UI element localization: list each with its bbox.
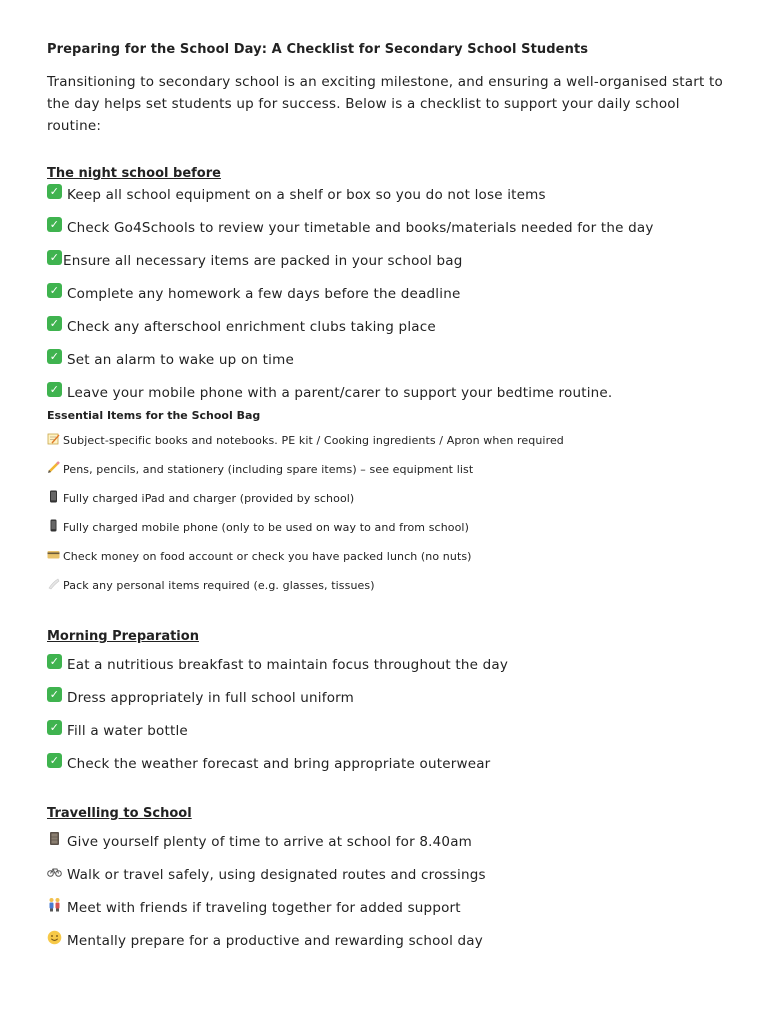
list-item: ✓ Fill a water bottle (47, 723, 737, 756)
list-item: ✓ Check the weather forecast and bring appropriate outerwear (47, 756, 737, 789)
morning-list (47, 657, 737, 789)
pencil-icon (47, 461, 60, 474)
hourglass-icon (47, 831, 62, 846)
list-item: Mentally prepare for a productive and rewarding school day (47, 933, 737, 966)
credit-card-icon (47, 548, 60, 561)
list-item: ✓ Check any afterschool enrichment clubs taking place (47, 319, 737, 352)
list-item: Fully charged mobile phone (only to be used on way to and from school) (47, 521, 737, 550)
list-item: ✓ Check Go4Schools to review your timetable and books/materials needed for the day (47, 220, 737, 253)
list-item: Pens, pencils, and stationery (including spare items) – see equipment list (47, 463, 737, 492)
tablet-icon (47, 490, 60, 503)
night-before-list (47, 187, 737, 409)
list-item: ✓ Complete any homework a few days before the deadline (47, 286, 737, 319)
check-mark-icon: ✓ (47, 687, 62, 702)
list-item: ✓ Eat a nutritious breakfast to maintain focus throughout the day (47, 657, 737, 690)
check-mark-icon: ✓ (47, 654, 62, 669)
school-bag-list (47, 434, 737, 608)
intro-paragraph: Transitioning to secondary school is an exciting milestone, and ensuring a well-organised start to the day helps set students up for success. Below is a checklist to support your daily school routine: (47, 74, 723, 134)
document-page (47, 42, 737, 966)
check-mark-icon: ✓ (47, 382, 62, 397)
list-item: Meet with friends if traveling together for added support (47, 900, 737, 933)
school-bag-heading: Essential Items for the School Bag (47, 409, 261, 422)
check-mark-icon: ✓ (47, 184, 62, 199)
check-mark-icon: ✓ (47, 753, 62, 768)
list-item: ✓ Set an alarm to wake up on time (47, 352, 737, 385)
morning-preparation-heading: Morning Preparation (47, 629, 199, 644)
list-item: Fully charged iPad and charger (provided by school) (47, 492, 737, 521)
document-title: Preparing for the School Day: A Checklist for Secondary School Students (47, 42, 589, 57)
list-item: Walk or travel safely, using designated routes and crossings (47, 867, 737, 900)
check-mark-icon: ✓ (47, 349, 62, 364)
night-before-heading: The night school before (47, 166, 221, 181)
bicycle-icon (47, 864, 62, 879)
travelling-heading: Travelling to School (47, 806, 192, 821)
list-item: ✓ Ensure all necessary items are packed in your school bag (47, 253, 737, 286)
check-mark-icon: ✓ (47, 316, 62, 331)
list-item: ✓ Dress appropriately in full school uniform (47, 690, 737, 723)
list-item: Subject-specific books and notebooks. PE kit / Cooking ingredients / Apron when required (47, 434, 737, 463)
memo-icon (47, 432, 60, 445)
mobile-phone-icon (47, 519, 60, 532)
smiley-face-icon (47, 930, 62, 945)
list-item: Pack any personal items required (e.g. glasses, tissues) (47, 579, 737, 608)
list-item: Give yourself plenty of time to arrive at school for 8.40am (47, 834, 737, 867)
list-item: ✓ Leave your mobile phone with a parent/carer to support your bedtime routine. (47, 385, 737, 409)
check-mark-icon: ✓ (47, 283, 62, 298)
check-mark-icon: ✓ (47, 720, 62, 735)
list-item: Check money on food account or check you have packed lunch (no nuts) (47, 550, 737, 579)
travelling-list (47, 834, 737, 966)
tissue-icon (47, 577, 60, 590)
list-item: ✓ Keep all school equipment on a shelf or box so you do not lose items (47, 187, 737, 220)
check-mark-icon: ✓ (47, 217, 62, 232)
check-mark-icon: ✓ (47, 250, 62, 265)
friends-icon (47, 897, 62, 912)
